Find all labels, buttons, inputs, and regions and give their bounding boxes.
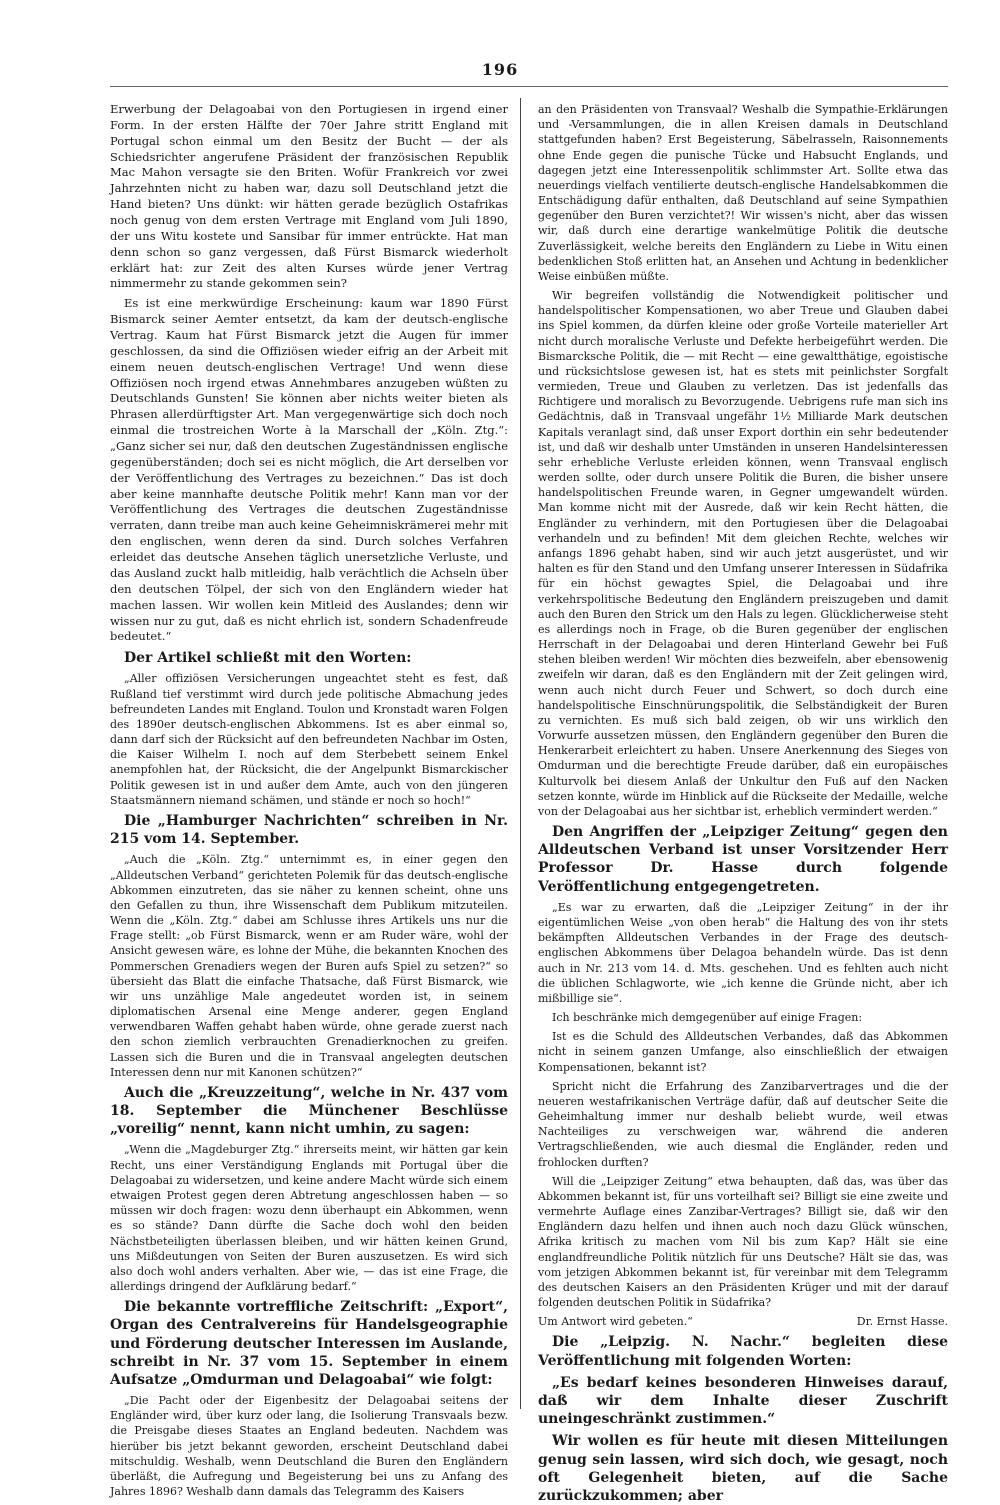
quote-paragraph: Spricht nicht die Erfahrung des Zanzibarvertrages und die der neueren westafrikanischen Verträge dafür, daß auf deutscher Seite die Geheimhaltung immer nur deshalb beliebt wurde, weil etwas Nachteiliges zu verschweigen war, während die anderen Vertragschließenden, wie auch diesmal die Engländer, reden und frohlocken durften? <box>538 1079 948 1169</box>
section-heading: Auch die „Kreuzzeitung“, welche in Nr. 437 vom 18. September die Münchener Beschlüsse „voreilig“ nennt, kann nicht umhin, zu sagen: <box>110 1084 508 1138</box>
section-heading: Die „Leipzig. N. Nachr.“ begleiten diese Veröffentlichung mit folgenden Worten: <box>538 1334 948 1369</box>
quote-paragraph: Will die „Leipziger Zeitung“ etwa behaupten, daß das, was über das Abkommen bekannt ist, für uns vorteilhaft sei? Billigt sie eine zweite und vermehrte Auflage eines Zanzibar-Vertrages? Billigt sie, daß wir den Engländern dazu helfen und ihnen auch noch dazu Glück wünschen, Afrika kritisch zu machen vom Nil bis zum Kap? Hält sie eine englandfreundliche Politik nützlich für uns Deutsche? Hält sie das, was vom jetzigen Abkommen bekannt ist, für vereinbar mit dem Telegramm des deutschen Kaisers an den Präsidenten Krüger und mit der darauf folgenden deutschen Politik in Südafrika? <box>538 1174 948 1310</box>
section-heading: Den Angriffen der „Leipziger Zeitung“ gegen den Alldeutschen Verband ist unser Vorsitzender Herr Professor Dr. Hasse durch folgende Veröffentlichung entgegengetreten. <box>538 824 948 895</box>
quote-paragraph: „Wenn die „Magdeburger Ztg.“ ihrerseits meint, wir hätten gar kein Recht, uns einer Verständigung Englands mit Portugal über die Delagoabai zu widersetzen, und keine andere Macht würde sich einem etwaigen Protest gegen deren Abtretung angeschlossen haben — so müssen wir doch fragen: wozu denn überhaupt ein Abkommen, wenn es so stände? Dann dürfte die Sache doch wohl den beiden Nächstbeteiligten überlassen bleiben, und wir hätten keinen Grund, uns Mißdeutungen von Seiten der Buren auszusetzen. Es wird sich also doch wohl anders verhalten. Aber wie, — das ist eine Frage, die allerdings dringend der Aufklärung bedarf.“ <box>110 1143 508 1294</box>
section-heading: Die „Hamburger Nachrichten“ schreiben in Nr. 215 vom 14. September. <box>110 812 508 848</box>
signature-line <box>538 1314 948 1329</box>
signature-author: Dr. Ernst Hasse. <box>856 1315 948 1329</box>
quote-paragraph: Ist es die Schuld des Alldeutschen Verbandes, daß das Abkommen nicht in seinem ganzen Umfange, also einschließlich der etwaigen Kompensationen, bekannt ist? <box>538 1030 948 1074</box>
page-number: 196 <box>481 60 519 79</box>
quote-paragraph: „Die Pacht oder der Eigenbesitz der Delagoabai seitens der Engländer wird, über kurz oder lang, die Isolierung Transvaals bezw. die Preisgabe dieses Staates an England bedeuten. Nachdem was hierüber bis jetzt bekannt geworden, erscheint Deutschland dabei mitschuldig. Weshalb, wenn Deutschland die Buren den Engländern überläßt, die Aufregung und Begeisterung bei uns zu Anfang des Jahres 1896? Weshalb dann damals das Telegramm des Kaisers <box>110 1394 508 1499</box>
quote-paragraph: „Auch die „Köln. Ztg.“ unternimmt es, in einer gegen den „Alldeutschen Verband“ gerichteten Polemik für das deutsch-englische Abkommen einzutreten, das sie näher zu kennen scheint, ohne uns den Gefallen zu thun, ihre Wissenschaft dem Publikum mitzuteilen. Wenn die „Köln. Ztg.“ dabei am Schlusse ihres Artikels uns nur die Frage stellt: „ob Fürst Bismarck, wenn er am Ruder wäre, wohl der Ansicht gewesen wäre, es lohne der Mühe, die bekannten Knochen des Pommerschen Grenadiers wegen der Buren aufs Spiel zu setzen?“ so übersieht das Blatt die einfache Thatsache, daß Fürst Bismarck, wie wir uns unzählige Male angedeutet worden ist, in seinem diplomatischen Arsenal eine Menge anderer, gegen England verwendbaren Waffen gehabt haben würde, ohne gerade zuerst nach den schon ziemlich verbrauchten Grenadierknochen zu greifen. Lassen sich die Buren und die in Transvaal angelegten deutschen Interessen denn nur mit Kanonen schützen?“ <box>110 853 508 1079</box>
section-heading: Die bekannte vortreffliche Zeitschrift: „Export“, Organ des Centralvereins für Handelsgeographie und Förderung deutscher Interessen im Auslande, schreibt in Nr. 37 vom 15. September in einem Aufsatze „Omdurman und Delagoabai“ wie folgt: <box>110 1299 508 1388</box>
section-heading: Wir wollen es für heute mit diesen Mitteilungen genug sein lassen, wird sich doch, wie gesagt, noch oft Gelegenheit bieten, auf die Sache zurückzukommen; aber <box>538 1433 948 1504</box>
quote-paragraph: Ich beschränke mich demgegenüber auf einige Fragen: <box>552 1011 863 1025</box>
right-column <box>538 102 948 1504</box>
quote-paragraph: „Es war zu erwarten, daß die „Leipziger Zeitung“ in der ihr eigentümlichen Weise „von oben herab“ die Haltung des von ihr stets bekämpften Alldeutschen Verbandes in der Frage des deutsch-englischen Abkommens über Delagoa behandeln würde. Das ist denn auch in Nr. 213 vom 14. d. Mts. geschehen. Und es fehlten auch nicht die üblichen Schlagworte, wie „ich kenne die Gründe nicht, aber ich mißbillige sie“. <box>538 900 948 1005</box>
paragraph: Es ist eine merkwürdige Erscheinung: kaum war 1890 Fürst Bismarck seiner Aemter entsetzt, da kam der deutsch-englische Vertrag. Kaum hat Fürst Bismarck jetzt die Augen für immer geschlossen, da sind die Offiziösen wieder eifrig an der Arbeit mit einem neuen deutsch-englischen Vertrage! Und wenn diese Offiziösen noch irgend etwas Annehmbares anzugeben wüßten zu Deutschlands Gunsten! Sie können aber nichts weiter bieten als Phrasen allerdürftigster Art. Man vergegenwärtige sich doch noch einmal die trostreichen Worte à la Marschall der „Köln. Ztg.“: „Ganz sicher sei nur, daß den deutschen Zugeständnissen englische gegenüberständen; doch sei es nicht möglich, die Art derselben vor der Veröffentlichung des Vertrages zu bezeichnen.“ Das ist doch aber keine mannhafte deutsche Politik mehr! Kann man vor der Veröffentlichung des Vertrages die deutschen Zugeständnisse verraten, dann treibe man auch keine Geheimniskrämerei mehr mit den englischen, wenn deren da sind. Durch solches Verfahren erleidet das deutsche Ansehen täglich unersetzliche Verluste, und das Ausland zuckt halb mitleidig, halb verächtlich die Achseln über den deutschen Tölpel, der sich von den Engländern wieder hat machen lassen. Wir wollen kein Mitleid des Auslandes; denn wir wissen nur zu gut, daß es nicht ehrlich ist, sondern Schadenfreude bedeutet.“ <box>110 296 508 644</box>
quote-paragraph: „Aller offiziösen Versicherungen ungeachtet steht es fest, daß Rußland tief verstimmt wird durch jede politische Abmachung jedes befreundeten Landes mit England. Toulon und Kronstadt waren Folgen des 1890er deutsch-englischen Abkommens. Ist es aber einmal so, dann darf sich der Rücksicht auf den befreundeten Nachbar im Osten, die Kaiser Wilhelm I. noch auf dem Sterbebett seinem Enkel anempfohlen hat, der Rücksicht, die der Angelpunkt Bismarckischer Politik gewesen ist in und außer dem Amte, auch von den jüngeren Staatsmännern niemand schämen, und stände er noch so hoch!“ <box>110 672 508 807</box>
column-divider <box>520 98 521 1409</box>
section-heading: Der Artikel schließt mit den Worten: <box>124 650 412 667</box>
quote-paragraph: an den Präsidenten von Transvaal? Weshalb die Sympathie-Erklärungen und -Versammlungen, die in allen Kreisen damals in Deutschland stattgefunden haben? Erst Begeisterung, Säbelrasseln, Raisonnements ohne Ende gegen die punische Tücke und Habsucht Englands, und dagegen jetzt eine Interessenpolitik schlimmster Art. Sollte etwa das neuerdings vielfach ventilierte deutsch-englische Handelsabkommen die Entschädigung dafür enthalten, daß Deutschland auf seine Sympathien gegenüber den Buren verzichtet?! Wir wissen's nicht, aber das wissen wir, daß durch eine derartige wankelmütige Politik die deutsche Zuverlässigkeit, welche bereits den Engländern zu Liebe in Witu einen bedenklichen Stoß erlitten hat, an Ansehen und Achtung in bedenklicher Weise einbüßen müßte. <box>538 103 948 283</box>
left-column <box>110 102 508 1499</box>
header-rule <box>110 86 948 87</box>
paragraph: Erwerbung der Delagoabai von den Portugiesen in irgend einer Form. In der ersten Hälfte der 70er Jahre stritt England mit Portugal schon einmal um den Besitz der Bucht — der als Schiedsrichter angerufene Präsident der französischen Republik Mac Mahon versagte sie den Briten. Wofür Frankreich vor zwei Jahrzehnten nicht zu haben war, dazu soll Deutschland jetzt die Hand bieten? Uns dünkt: wir hätten gerade bezüglich Ostafrikas noch genug von dem ersten Vertrage mit England vom Juli 1890, der uns Witu kostete und Sansibar für immer entrückte. Hat man denn schon so ganz vergessen, daß Fürst Bismarck wiederholt erklärt hat: zur Zeit des alten Kurses würde jener Vertrag nimmermehr zu stande gekommen sein? <box>110 102 508 291</box>
signature-closing: Um Antwort wird gebeten.“ <box>538 1315 693 1329</box>
quote-paragraph: Wir begreifen vollständig die Notwendigkeit politischer und handelspolitischer Kompensationen, wo aber Treue und Glauben dabei ins Spiel kommen, da dürfen kleine oder große Vorteile materieller Art nicht durch moralische Verluste und Defekte herbeigeführt werden. Die Bismarcksche Politik, die — mit Recht — eine gewaltthätige, egoistische und rücksichtslose gewesen ist, hat es stets mit peinlichster Sorgfalt vermieden, Treue und Glauben zu verletzen. Das ist jedenfalls das Richtigere und moralisch zu Bevorzugende. Uebrigens rufe man sich ins Gedächtnis, daß in Transvaal ungefähr 1½ Milliarde Mark deutschen Kapitals veranlagt sind, daß unser Export dorthin ein sehr bedeutender ist, und daß wir deshalb unter Umständen in unseren Handelsinteressen sehr erhebliche Verluste erleiden können, wenn Transvaal englisch werden sollte, oder durch unsere Politik die Buren, die bisher unsere handelspolitischen Freunde waren, in Gegner umgewandelt würden. Man komme nicht mit der Ausrede, daß wir kein Recht hätten, die Engländer zu verhindern, mit den Portugiesen über die Delagoabai verhandeln und zu befinden! Mit dem gleichen Rechte, welches wir anfangs 1896 gehabt haben, sind wir auch jetzt ausgerüstet, und wir halten es für den Stand und den Umfang unserer Interessen in Südafrika für ein höchst gewagtes Spiel, die Delagoabai und ihre verkehrspolitische Bedeutung den Engländern preiszugeben und damit auch den Buren den Strick um den Hals zu legen. Glücklicherweise steht es allerdings noch in Frage, ob die Buren gegenüber der englischen Herrschaft in der Delagoabai und deren Hinterland Gewehr bei Fuß stehen bleiben werden! Wir möchten dies bezweifeln, aber ebensowenig zweifeln wir daran, daß es den Engländern mit der Zeit gelingen wird, wenn auch nicht durch Feuer und Schwert, so doch durch eine handelspolitische Einschnürungspolitik, die Selbständigkeit der Buren zu vernichten. Es muß sich bald zeigen, ob wir uns wirklich den Vorwurfe aussetzen müssen, den Engländern gegenüber den Buren die Henkerarbeit erleichtert zu haben. Unsere Anerkennung des Sieges von Omdurman und die berechtigte Freude darüber, daß ein europäisches Kulturvolk bei diesem Anlaß der Unkultur den Fuß auf den Nacken setzen konnte, würde im Hinblick auf die Rückseite der Medaille, welche von der Delagoabai aus her sichtbar ist, erheblich vermindert werden.“ <box>538 289 948 818</box>
section-heading: „Es bedarf keines besonderen Hinweises darauf, daß wir dem Inhalte dieser Zuschrift uneingeschränkt zustimmen.“ <box>538 1374 948 1428</box>
